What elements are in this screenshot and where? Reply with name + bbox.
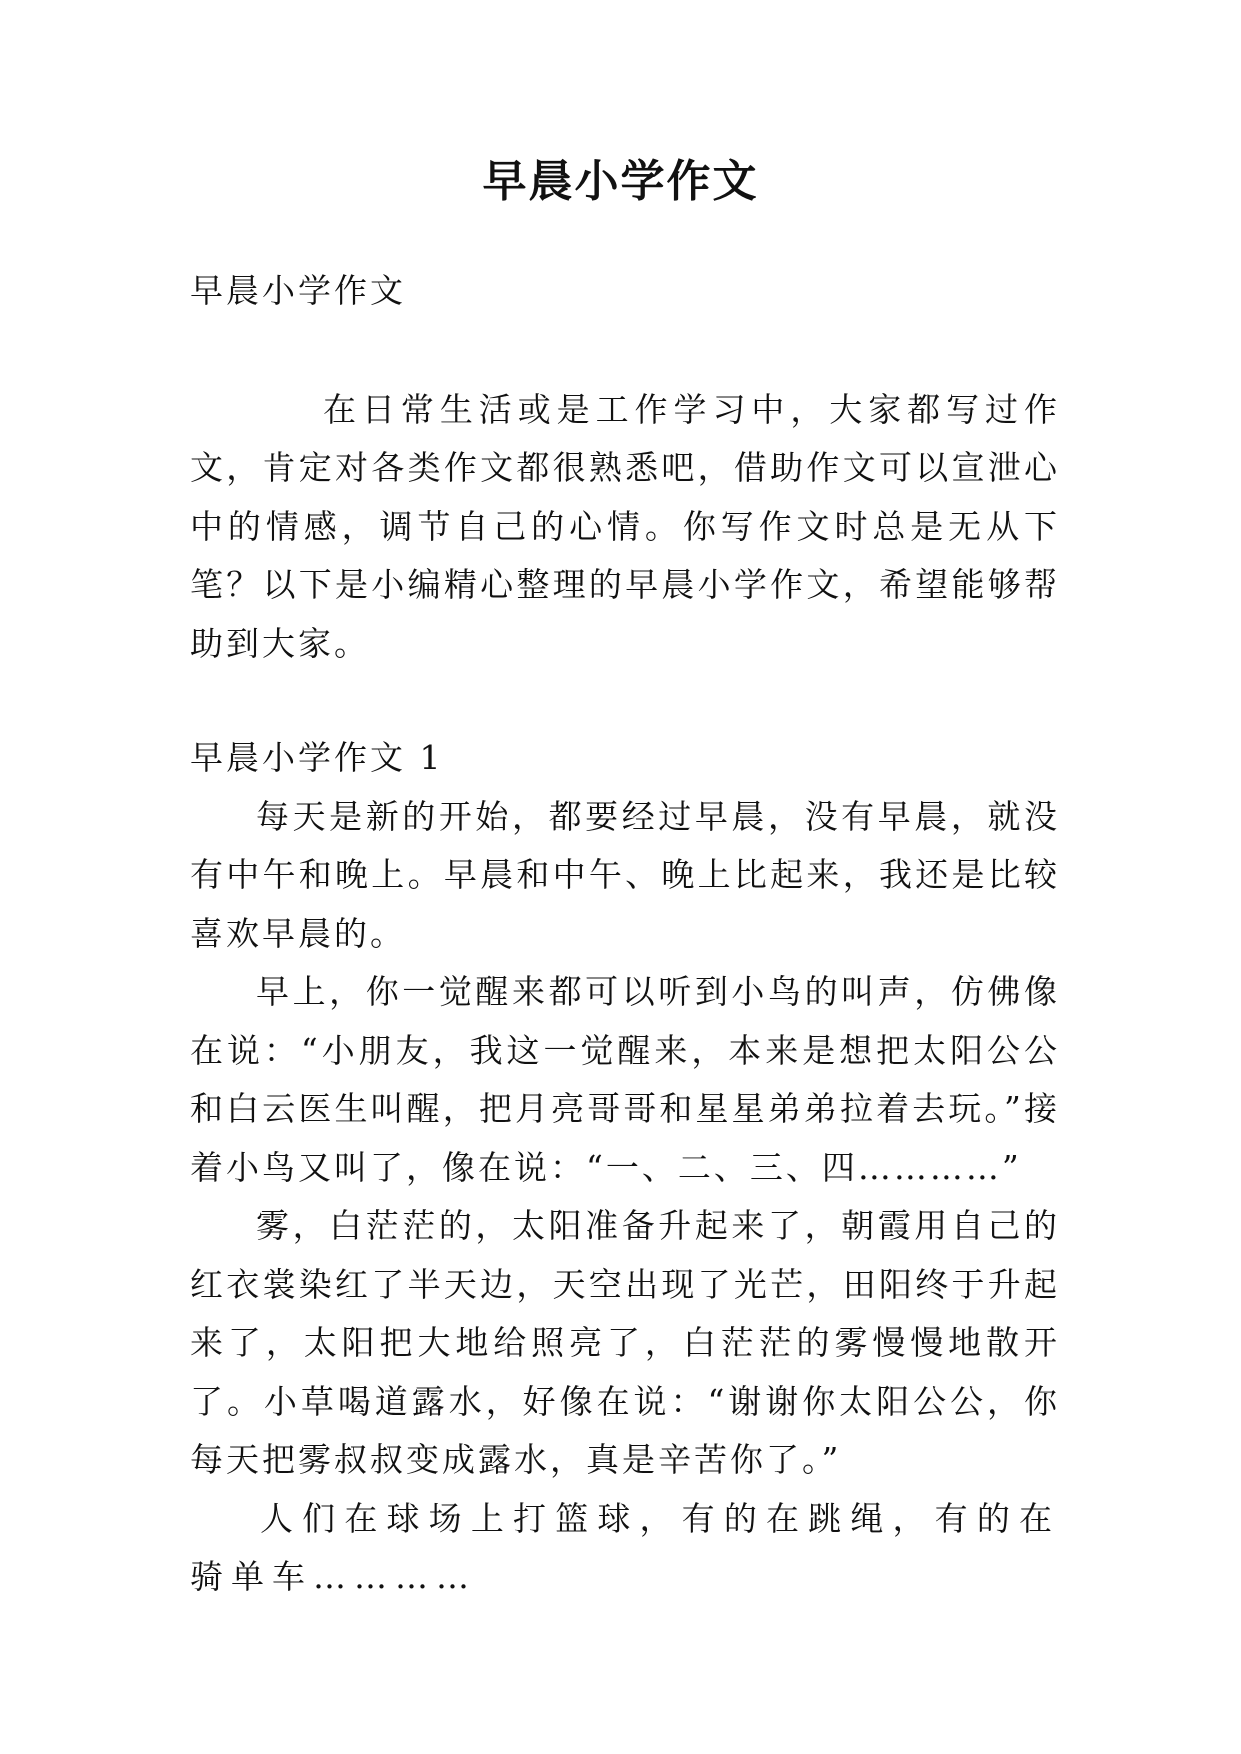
body-paragraph-4: 人们在球场上打篮球，有的在跳绳，有的在骑单车…………	[190, 1498, 1060, 1596]
intro-paragraph: 在日常生活或是工作学习中，大家都写过作文，肯定对各类作文都很熟悉吧，借助作文可以宣泄心中的情感，调节自己的心情。你写作文时总是无从下笔？以下是小编精心整理的早晨小学作文，希望能够帮助到大家。	[190, 389, 1060, 663]
document-title: 早晨小学作文	[482, 156, 759, 207]
document-body	[190, 262, 1060, 1607]
body-paragraph-2: 早上，你一觉醒来都可以听到小鸟的叫声，仿佛像在说：“小朋友，我这一觉醒来，本来是想把太阳公公和白云医生叫醒，把月亮哥哥和星星弟弟拉着去玩。”接着小鸟又叫了，像在说：“一、二、三、四…………”	[190, 972, 1060, 1187]
spacer	[190, 321, 1060, 381]
section-heading: 早晨小学作文 1	[190, 738, 444, 777]
spacer	[190, 673, 1060, 729]
body-paragraph-3: 雾，白茫茫的，太阳准备升起来了，朝霞用自己的红衣裳染红了半天边，天空出现了光芒，田阳终于升起来了，太阳把大地给照亮了，白茫茫的雾慢慢地散开了。小草喝道露水，好像在说：“谢谢你太阳公公，你每天把雾叔叔变成露水，真是辛苦你了。”	[190, 1206, 1060, 1479]
document-subtitle: 早晨小学作文	[190, 271, 406, 310]
body-paragraph-1: 每天是新的开始，都要经过早晨，没有早晨，就没有中午和晚上。早晨和中午、晚上比起来，我还是比较喜欢早晨的。	[190, 796, 1060, 953]
